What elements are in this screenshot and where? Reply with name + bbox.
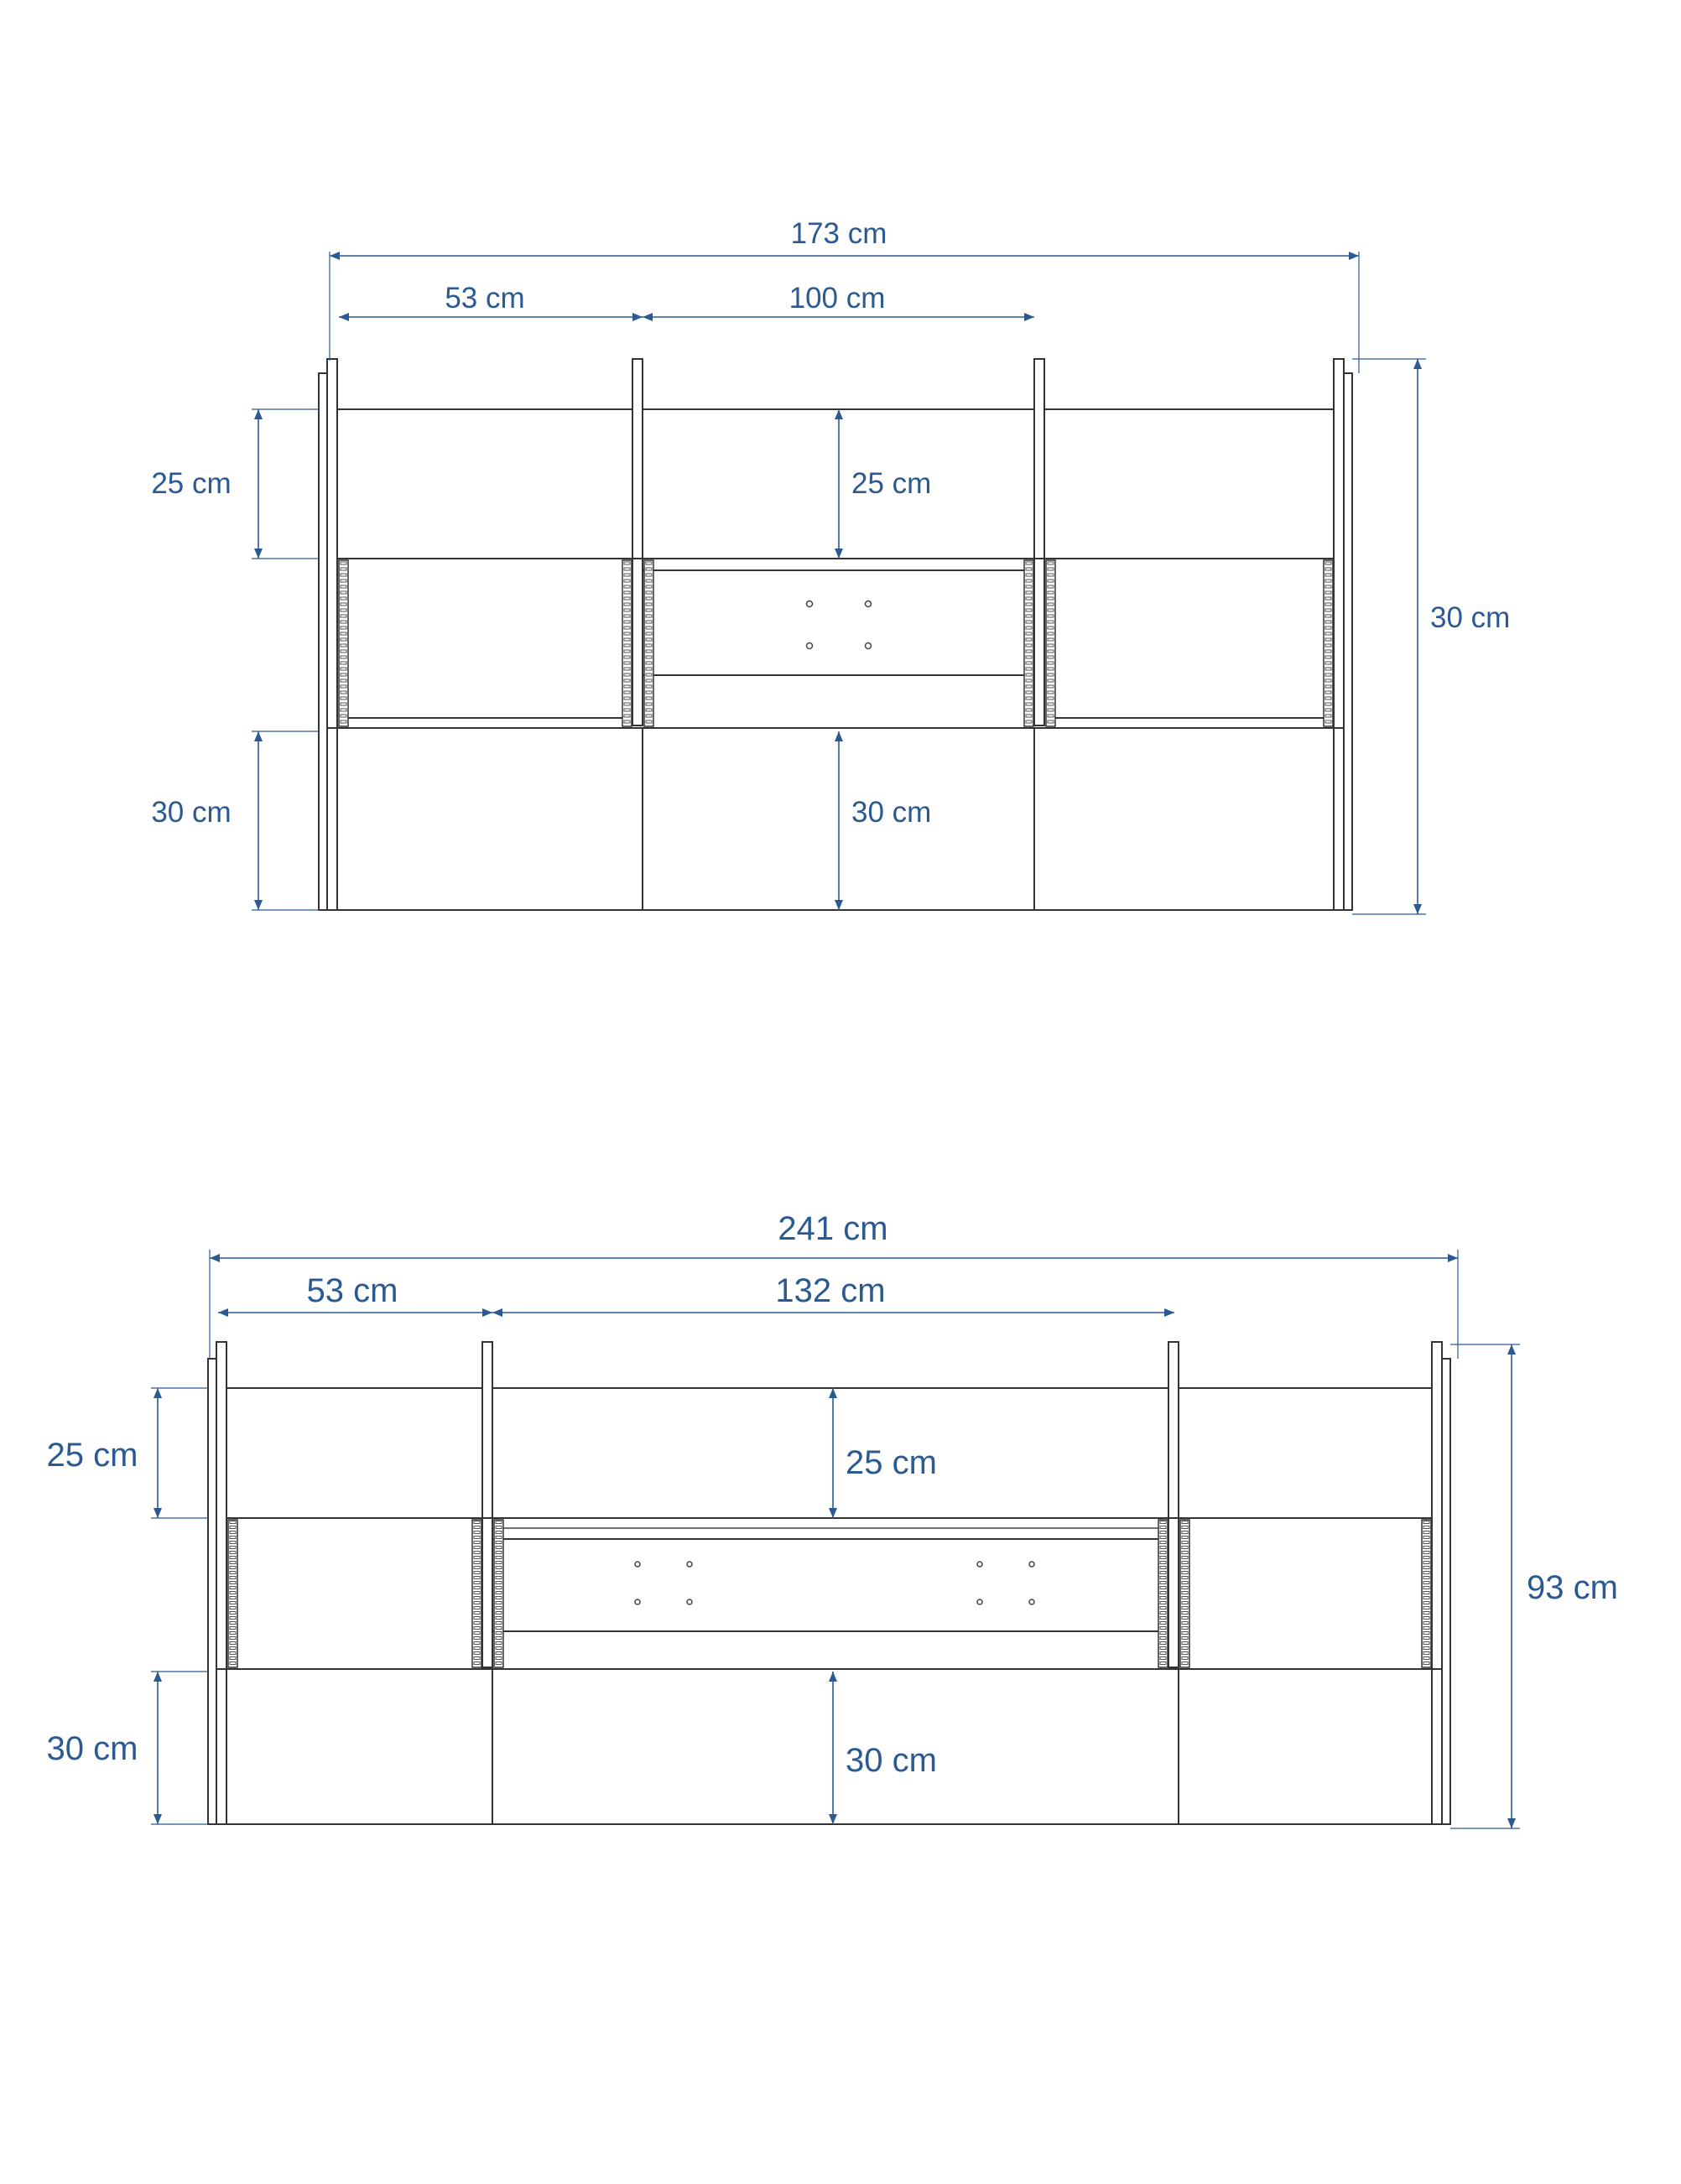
dim-total-height: 30 cm — [1430, 601, 1511, 634]
divider-left — [482, 1342, 492, 1667]
dimensions-small — [151, 217, 1510, 914]
dim-left-upper: 25 cm — [46, 1437, 138, 1474]
dim-left-lower: 30 cm — [46, 1730, 138, 1767]
shelf-unit-small — [319, 359, 1352, 910]
right-outer-panel — [1344, 373, 1352, 910]
dim-left-lower: 30 cm — [151, 796, 232, 829]
divider-left — [632, 359, 643, 725]
dim-total-width: 173 cm — [790, 217, 887, 250]
dim-center-upper: 25 cm — [851, 467, 932, 500]
dim-total-height: 93 cm — [1527, 1569, 1618, 1606]
divider-right — [1168, 1342, 1179, 1667]
dim-side-width: 53 cm — [445, 282, 525, 315]
center-drawer — [643, 570, 1034, 675]
side-rails — [339, 560, 1333, 726]
left-inner-panel — [327, 359, 337, 910]
dim-side-width: 53 cm — [306, 1272, 398, 1309]
dim-center-width: 100 cm — [788, 282, 886, 315]
dim-center-upper: 25 cm — [846, 1444, 937, 1481]
left-inner-panel — [216, 1342, 226, 1824]
center-drawer — [492, 1539, 1168, 1631]
mounting-holes — [807, 601, 872, 649]
shelf-unit-large — [208, 1342, 1450, 1824]
mounting-holes — [635, 1562, 1034, 1604]
left-outer-panel — [208, 1359, 216, 1824]
dim-left-upper: 25 cm — [151, 467, 232, 500]
dim-center-lower: 30 cm — [851, 796, 932, 829]
dimensions-large — [47, 1210, 1618, 1828]
dim-total-width: 241 cm — [778, 1210, 888, 1247]
right-inner-panel — [1334, 359, 1344, 910]
left-outer-panel — [319, 373, 327, 910]
dim-center-width: 132 cm — [775, 1272, 886, 1309]
divider-right — [1034, 359, 1044, 725]
dim-center-lower: 30 cm — [846, 1742, 937, 1779]
right-outer-panel — [1442, 1359, 1450, 1824]
side-rails — [228, 1520, 1431, 1667]
right-inner-panel — [1432, 1342, 1442, 1824]
